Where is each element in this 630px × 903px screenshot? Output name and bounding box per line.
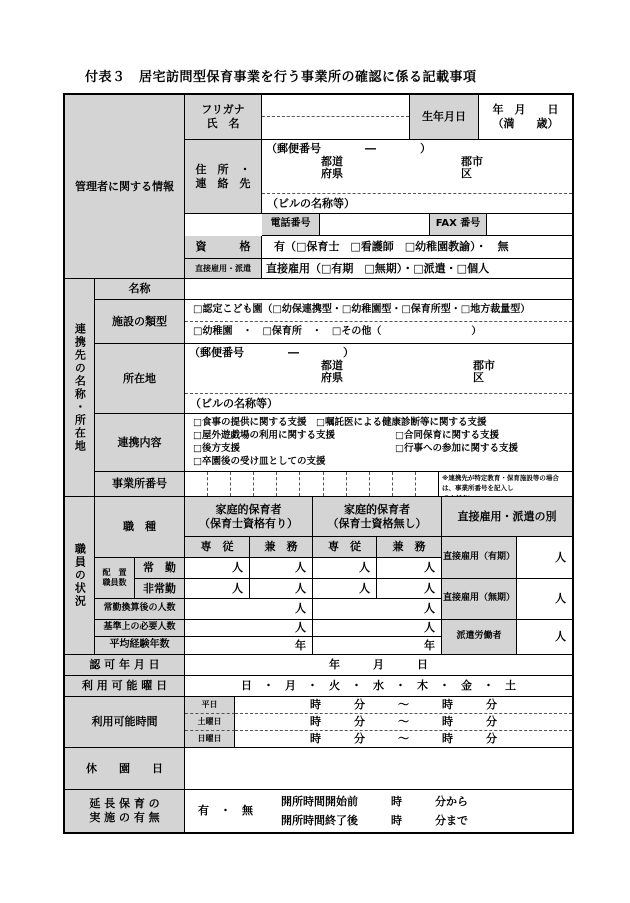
facility-type-options [185, 300, 572, 344]
count-cell: 人 [313, 558, 377, 579]
partner-postal-line: （郵便番号 ― ） [189, 346, 354, 359]
name-label: 氏 名 [206, 117, 240, 130]
parttime-label: 非常勤 [135, 579, 185, 599]
caregiver-unqualified-line1: 家庭的保育者 [344, 502, 410, 516]
furigana-label: フリガナ [201, 103, 245, 117]
dedicated-header-1: 専 従 [185, 537, 250, 558]
partner-address-top [185, 344, 572, 394]
extended-care-label [65, 790, 185, 832]
phone-value-area [320, 214, 430, 236]
birthdate-label: 生年月日 [410, 95, 479, 140]
city-line1: 郡市 [461, 154, 483, 168]
cooperation-option-after-graduation: □卒園後の受け皿としての支援 [193, 455, 326, 467]
partner-section-vertical-text: 連携先の名称・所在地 [73, 322, 87, 453]
prefecture-line1: 都道 [321, 154, 343, 168]
cooperation-row-3 [193, 443, 564, 455]
extended-care-times [281, 795, 468, 828]
extended-care-label-line2: 実 施 の 有 無 [89, 811, 160, 824]
birthdate-format-line2: （満 歳） [492, 117, 559, 130]
address-contact-label [185, 140, 262, 214]
caregiver-qualified-line1: 家庭的保育者 [215, 502, 282, 516]
concurrent-header-1: 兼 務 [250, 537, 313, 558]
dispatch-count-cell: 人 [517, 620, 572, 655]
employment-type-options: 直接雇用（□有期 □無期）・□派遣・□個人 [262, 259, 572, 279]
dedicated-header-2: 専 従 [313, 537, 377, 558]
count-cell: 人 [250, 558, 313, 579]
employment-type-label: 直接雇用・派遣 [185, 259, 262, 279]
employment-category-header: 直接雇用・派遣の別 [442, 497, 572, 537]
saturday-label: 土曜日 [185, 714, 235, 731]
staffing-count-line2: 職員数 [102, 578, 127, 587]
digit-box [416, 472, 438, 496]
year-cell: 年 [313, 637, 442, 655]
required-staff-label: 基準上の必要人数 [95, 620, 185, 637]
facility-type-label: 施設の類型 [95, 300, 185, 344]
partner-region-columns [189, 360, 568, 384]
office-number-label: 事業所番号 [95, 472, 185, 497]
qualification-options: 有（□保育士 □看護師 □幼稚園教諭）・ 無 [262, 236, 572, 259]
count-cell: 人 [185, 620, 313, 637]
facility-type-options-line2: □幼稚園 ・ □保育所 ・ □その他（ ） [193, 326, 482, 338]
count-cell: 人 [185, 558, 250, 579]
postal-code-line: （郵便番号 ― ） [266, 142, 431, 155]
partner-city-label [473, 360, 495, 384]
partner-name-value-area [185, 279, 572, 300]
location-label: 所在地 [95, 344, 185, 414]
office-number-note [439, 472, 572, 497]
office-number-note-line1: ※連携先が特定教育・保育施設等の場合は、事業所番号を記入し [442, 474, 559, 492]
partner-prefecture-line2: 府県 [321, 370, 343, 384]
extended-care-before: 開所時間開始前 時 分から [281, 794, 468, 808]
count-cell: 人 [313, 620, 442, 637]
caregiver-unqualified-line2: （保育士資格無し） [327, 516, 427, 530]
count-cell: 人 [313, 599, 442, 620]
manager-address-area [262, 140, 572, 214]
partner-prefecture-line1: 都道 [321, 358, 343, 372]
approval-date-label: 認 可 年 月 日 [65, 655, 185, 676]
digit-box [300, 472, 323, 496]
closed-days-label: 休 園 日 [65, 748, 185, 790]
approval-date-value: 年 月 日 [185, 655, 572, 676]
digit-box [185, 472, 208, 496]
sunday-label: 日曜日 [185, 731, 235, 748]
extended-care-content [185, 790, 572, 832]
digit-box [393, 472, 416, 496]
extended-care-after: 開所時間終了後 時 分まで [281, 813, 468, 827]
count-cell: 人 [185, 579, 250, 599]
cooperation-option-joint-care: □合同保育に関する支援 [395, 430, 499, 442]
facility-type-options-line1: □認定こども園（□幼保連携型・□幼稚園型・□保育所型・□地方裁量型） [185, 300, 572, 322]
avg-experience-label: 平均経験年数 [95, 637, 185, 655]
digit-box [370, 472, 393, 496]
prefecture-line2: 府県 [321, 166, 343, 180]
cooperation-option-meals: □食事の提供に関する支援 □嘱託医による健康診断等に関する支援 [193, 417, 487, 429]
available-days-value: 日 ・ 月 ・ 火 ・ 水 ・ 木 ・ 金 ・ 土 [185, 676, 572, 697]
available-days-label: 利 用 可 能 曜 日 [65, 676, 185, 697]
fixed-term-label: 直接雇用（有期） [442, 537, 517, 579]
extended-care-yesno: 有 ・ 無 [198, 804, 253, 818]
staff-section-vertical-text: 職員の状況 [73, 543, 87, 608]
caregiver-qualified-line2: （保育士資格有り） [199, 516, 298, 530]
digit-box [231, 472, 254, 496]
job-type-label: 職 種 [95, 497, 185, 558]
count-cell: 人 [250, 579, 313, 599]
partner-address-block [185, 344, 572, 413]
phone-label: 電話番号 [262, 214, 320, 236]
digit-box [254, 472, 277, 496]
partner-city-line1: 郡市 [473, 358, 495, 372]
closed-days-value-area [185, 748, 572, 790]
page-title: 付表３ 居宅訪問型保育事業を行う事業所の確認に係る記載事項 [85, 70, 477, 85]
dispatch-label: 派遣労働者 [442, 620, 517, 655]
manager-region-columns [266, 156, 568, 180]
office-number-boxes [185, 472, 439, 497]
extended-care-label-line1: 延 長 保 育 の [89, 797, 160, 811]
name-field-area [262, 117, 409, 139]
fax-label: FAX 番号 [430, 214, 487, 236]
cooperation-options [185, 414, 572, 472]
city-line2: 区 [461, 166, 472, 180]
furigana-name-label [185, 95, 262, 140]
fulltime-label: 常 勤 [135, 558, 185, 579]
fax-value-area [487, 214, 572, 236]
caregiver-unqualified-header [313, 497, 442, 537]
count-cell: 人 [377, 558, 442, 579]
partner-section-label [65, 279, 95, 497]
cooperation-option-events: □行事への参加に関する支援 [395, 442, 518, 454]
digit-box [277, 472, 300, 496]
fixed-term-count-cell: 人 [517, 537, 572, 579]
partner-name-label: 名称 [95, 279, 185, 300]
permanent-count-cell: 人 [517, 579, 572, 620]
partner-city-line2: 区 [473, 370, 484, 384]
cooperation-option-playground: □屋外遊戯場の利用に関する支援 [193, 430, 335, 442]
available-hours-label: 利用可能時間 [65, 697, 185, 748]
staffing-count-line1: 配 置 [102, 568, 127, 577]
count-cell: 人 [185, 599, 313, 620]
birthdate-format-line1: 年 月 日 [492, 103, 559, 117]
manager-address-block [262, 140, 572, 213]
furigana-input-area [262, 95, 409, 117]
year-cell: 年 [185, 637, 313, 655]
birthdate-format [479, 95, 572, 140]
city-label [461, 156, 483, 180]
saturday-time-range: 時 分 ～ 時 分 [235, 714, 572, 731]
partner-building-line: （ビルの名称等） [190, 396, 278, 410]
manager-section-label: 管理者に関する情報 [65, 95, 185, 279]
qualification-label: 資 格 [185, 236, 262, 259]
count-cell: 人 [313, 579, 377, 599]
weekday-label: 平日 [185, 697, 235, 714]
partner-address-area [185, 344, 572, 414]
name-input-area [262, 95, 410, 140]
sunday-time-range: 時 分 ～ 時 分 [235, 731, 572, 748]
partner-prefecture-label [321, 360, 343, 384]
manager-address-top [262, 140, 572, 194]
concurrent-header-2: 兼 務 [377, 537, 442, 558]
digit-box [347, 472, 370, 496]
form-table [63, 93, 574, 834]
cooperation-option-backup: □後方支援 [193, 442, 240, 454]
digit-box [324, 472, 347, 496]
digit-box [208, 472, 231, 496]
count-cell: 人 [377, 579, 442, 599]
staffing-count-label [95, 558, 135, 599]
cooperation-label: 連携内容 [95, 414, 185, 472]
caregiver-qualified-header [185, 497, 313, 537]
cooperation-row-2 [193, 430, 564, 442]
address-label-line1: 住 所 ・ [195, 162, 251, 176]
fte-label: 常勤換算後の人数 [95, 599, 185, 620]
building-name-line: （ビルの名称等） [267, 196, 355, 210]
permanent-label: 直接雇用（無期） [442, 579, 517, 620]
address-label-line2: 連 絡 先 [195, 176, 251, 190]
prefecture-label [321, 156, 343, 180]
staff-section-label [65, 497, 95, 655]
weekday-time-range: 時 分 ～ 時 分 [235, 697, 572, 714]
